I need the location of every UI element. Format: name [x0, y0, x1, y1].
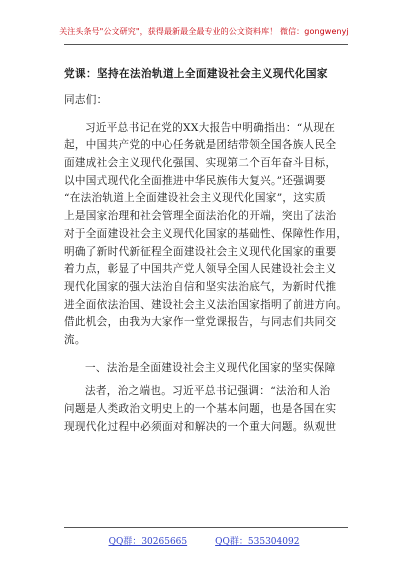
salutation: 同志们：	[64, 94, 108, 106]
paragraph-1-line: 面建成社会主义现代化强国、实现第二个百年奋斗目标，	[64, 157, 337, 170]
paragraph-1-line: 起，中国共产党的中心任务就是团结带领全国各族人民全	[64, 139, 337, 152]
paragraph-1-line: “在法治轨道上全面建设社会主义现代化国家”，这实质	[64, 192, 326, 205]
page-footer	[0, 534, 408, 547]
paragraph-1-line: 现代化国家的强大法治自信和坚实法治底气，为新时代推	[64, 280, 337, 293]
paragraph-1-line: 以中国式现代化全面推进中华民族伟大复兴。”还强调要	[64, 174, 326, 187]
paragraph-gap	[64, 110, 348, 120]
paragraph-1-line: 上是国家治理和社会管理全面法治化的开端，突出了法治	[64, 210, 337, 223]
paragraph-2	[64, 383, 348, 436]
paragraph-gap	[64, 350, 348, 360]
paragraph-1-line: 借此机会，由我为大家作一堂党课报告，与同志们共同交	[64, 316, 337, 329]
document-title: 党课：坚持在法治轨道上全面建设社会主义现代化国家	[64, 68, 328, 80]
paragraph-1-line: 进全面依法治国、建设社会主义法治国家指明了前进方向。	[64, 298, 348, 311]
qq-group-link-1[interactable]: QQ群：30265665	[108, 537, 188, 547]
paragraph-1	[64, 120, 348, 350]
paragraph-2-line: 法者，治之端也。习近平总书记强调：“法治和人治	[85, 385, 331, 398]
header-divider	[64, 44, 348, 45]
paragraph-1-line: 流。	[64, 333, 86, 346]
paragraph-2-line: 问题是人类政治文明史上的一个基本问题，也是各国在实	[64, 403, 337, 415]
document-body	[64, 92, 348, 436]
paragraph-1-line: 明确了新时代新征程全面建设社会主义现代化国家的重要	[64, 245, 337, 258]
paragraph-1-line: 着力点，彰显了中国共产党人领导全国人民建设社会主义	[64, 263, 337, 276]
paragraph-1-line: 习近平总书记在党的XX大报告中明确指出：“从现在	[85, 121, 336, 134]
section-heading: 一、法治是全面建设社会主义现代化国家的坚实保障	[85, 361, 336, 374]
page-header-promo: 关注头条号"公文研究"，获得最新最全最专业的公文资料库！ 微信：gongwenyj	[59, 27, 349, 36]
qq-group-link-2[interactable]: QQ群：535304092	[215, 537, 300, 547]
paragraph-1-line: 对于全面建设社会主义现代化国家的基础性、保障性作用，	[64, 227, 348, 240]
footer-divider	[64, 527, 348, 528]
paragraph-2-line: 现现代化过程中必须面对和解决的一个重大问题。纵观世	[64, 420, 337, 433]
